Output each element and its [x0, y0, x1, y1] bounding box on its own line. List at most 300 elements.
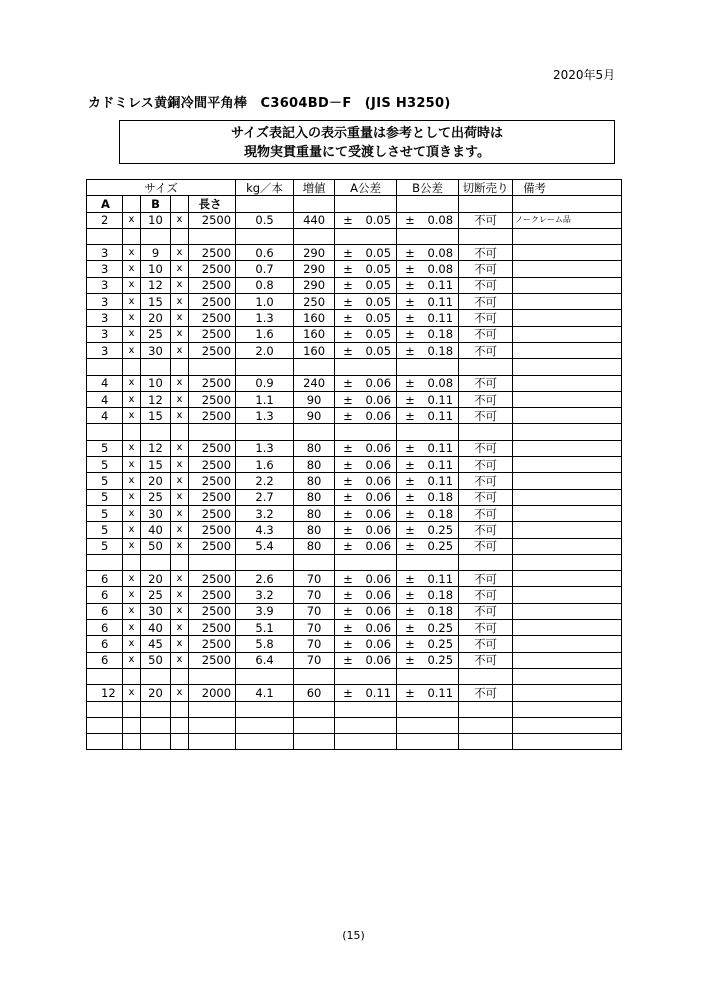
table-row [87, 538, 622, 554]
cell-b: 15 [141, 294, 171, 310]
cell-increase: 290 [294, 245, 335, 261]
empty-cell [513, 359, 622, 375]
empty-cell [141, 424, 171, 440]
cell-length: 2500 [189, 489, 236, 505]
plus-minus-sign: ± [343, 327, 353, 342]
plus-minus-sign: ± [405, 311, 415, 326]
cell-cut: 不可 [459, 620, 513, 636]
a-tolerance-value: 0.06 [365, 457, 392, 472]
cell-remarks [513, 326, 622, 342]
cell-a: 12 [87, 685, 123, 701]
empty-cell [141, 717, 171, 733]
cell-b: 20 [141, 685, 171, 701]
cell-a: 6 [87, 571, 123, 587]
plus-minus-sign: ± [405, 506, 415, 521]
empty-cell [459, 228, 513, 244]
a-tolerance-value: 0.05 [365, 278, 392, 293]
subheader-empty [513, 196, 622, 212]
empty-cell [123, 734, 141, 750]
cell-b: 12 [141, 440, 171, 456]
empty-cell [87, 717, 123, 733]
cell-remarks [513, 408, 622, 424]
blank-row [87, 668, 622, 684]
cell-cut: 不可 [459, 375, 513, 391]
cell-cut: 不可 [459, 261, 513, 277]
a-tolerance-value: 0.05 [365, 213, 392, 228]
empty-cell [397, 424, 459, 440]
times-sign: x [123, 277, 141, 293]
cell-increase: 160 [294, 310, 335, 326]
times-sign: x [123, 571, 141, 587]
cell-increase: 80 [294, 505, 335, 521]
cell-cut: 不可 [459, 522, 513, 538]
cell-a-tolerance [335, 603, 397, 619]
table-row [87, 408, 622, 424]
subheader-empty [397, 196, 459, 212]
cell-remarks [513, 473, 622, 489]
cell-kg: 2.2 [236, 473, 294, 489]
blank-row [87, 228, 622, 244]
cell-increase: 70 [294, 636, 335, 652]
cell-b-tolerance [397, 505, 459, 521]
a-tolerance-value: 0.06 [365, 441, 392, 456]
empty-cell [335, 717, 397, 733]
cell-remarks [513, 505, 622, 521]
cell-a-tolerance [335, 457, 397, 473]
cell-b-tolerance [397, 326, 459, 342]
cell-cut: 不可 [459, 473, 513, 489]
a-tolerance-value: 0.06 [365, 490, 392, 505]
times-sign: x [171, 294, 189, 310]
cell-cut: 不可 [459, 538, 513, 554]
b-tolerance-value: 0.18 [427, 327, 454, 342]
plus-minus-sign: ± [343, 620, 353, 635]
cell-increase: 70 [294, 652, 335, 668]
header-size: サイズ [87, 180, 236, 196]
times-sign: x [123, 685, 141, 701]
cell-a-tolerance [335, 522, 397, 538]
times-sign: x [171, 603, 189, 619]
b-tolerance-value: 0.18 [427, 588, 454, 603]
table-row [87, 489, 622, 505]
empty-cell [459, 717, 513, 733]
cell-b: 50 [141, 538, 171, 554]
b-tolerance-value: 0.18 [427, 343, 454, 358]
cell-a-tolerance [335, 538, 397, 554]
cell-remarks [513, 571, 622, 587]
empty-cell [294, 424, 335, 440]
a-tolerance-value: 0.06 [365, 653, 392, 668]
table-row [87, 212, 622, 228]
cell-a-tolerance [335, 505, 397, 521]
empty-cell [87, 228, 123, 244]
empty-cell [171, 717, 189, 733]
empty-cell [123, 668, 141, 684]
cell-a: 3 [87, 326, 123, 342]
empty-cell [189, 717, 236, 733]
cell-kg: 1.1 [236, 391, 294, 407]
blank-row [87, 424, 622, 440]
header-a-tolerance: A公差 [335, 180, 397, 196]
b-tolerance-value: 0.18 [427, 604, 454, 619]
empty-cell [397, 734, 459, 750]
cell-b-tolerance [397, 538, 459, 554]
plus-minus-sign: ± [405, 245, 415, 260]
cell-b-tolerance [397, 245, 459, 261]
cell-b-tolerance [397, 636, 459, 652]
blank-row [87, 734, 622, 750]
cell-a-tolerance [335, 391, 397, 407]
empty-cell [189, 228, 236, 244]
cell-a: 5 [87, 505, 123, 521]
empty-cell [171, 668, 189, 684]
cell-kg: 2.7 [236, 489, 294, 505]
cell-length: 2500 [189, 391, 236, 407]
b-tolerance-value: 0.25 [427, 636, 454, 651]
b-tolerance-value: 0.08 [427, 262, 454, 277]
empty-cell [189, 734, 236, 750]
times-sign: x [171, 571, 189, 587]
cell-length: 2500 [189, 408, 236, 424]
cell-a-tolerance [335, 473, 397, 489]
empty-cell [87, 734, 123, 750]
cell-length: 2500 [189, 620, 236, 636]
table-row [87, 603, 622, 619]
empty-cell [397, 359, 459, 375]
plus-minus-sign: ± [343, 408, 353, 423]
empty-cell [335, 359, 397, 375]
cell-b-tolerance [397, 310, 459, 326]
empty-cell [236, 717, 294, 733]
plus-minus-sign: ± [405, 539, 415, 554]
b-tolerance-value: 0.25 [427, 653, 454, 668]
b-tolerance-value: 0.11 [427, 571, 454, 586]
times-sign: x [171, 473, 189, 489]
cell-a: 3 [87, 342, 123, 358]
cell-a-tolerance [335, 652, 397, 668]
cell-kg: 1.3 [236, 310, 294, 326]
cell-kg: 5.1 [236, 620, 294, 636]
header-row [87, 180, 622, 196]
plus-minus-sign: ± [343, 522, 353, 537]
a-tolerance-value: 0.05 [365, 294, 392, 309]
cell-kg: 5.4 [236, 538, 294, 554]
empty-cell [513, 717, 622, 733]
times-sign: x [171, 587, 189, 603]
table-row [87, 457, 622, 473]
table-row [87, 685, 622, 701]
times-sign: x [171, 342, 189, 358]
times-sign: x [171, 457, 189, 473]
cell-increase: 70 [294, 587, 335, 603]
times-sign: x [171, 620, 189, 636]
empty-cell [87, 359, 123, 375]
plus-minus-sign: ± [405, 620, 415, 635]
empty-cell [459, 701, 513, 717]
b-tolerance-value: 0.11 [427, 685, 454, 700]
table-row [87, 310, 622, 326]
cell-increase: 440 [294, 212, 335, 228]
table-row [87, 294, 622, 310]
plus-minus-sign: ± [343, 457, 353, 472]
cell-a: 5 [87, 522, 123, 538]
table-row [87, 587, 622, 603]
size-table [86, 179, 622, 750]
cell-b-tolerance [397, 294, 459, 310]
cell-length: 2500 [189, 310, 236, 326]
empty-cell [171, 228, 189, 244]
document-date: 2020年5月 [553, 68, 616, 82]
empty-cell [335, 701, 397, 717]
cell-b: 50 [141, 652, 171, 668]
cell-increase: 160 [294, 326, 335, 342]
cell-b-tolerance [397, 571, 459, 587]
cell-cut: 不可 [459, 685, 513, 701]
plus-minus-sign: ± [405, 343, 415, 358]
cell-a-tolerance [335, 440, 397, 456]
times-sign: x [171, 522, 189, 538]
empty-cell [513, 424, 622, 440]
times-sign: x [171, 505, 189, 521]
cell-remarks [513, 342, 622, 358]
cell-b: 30 [141, 505, 171, 521]
empty-cell [397, 701, 459, 717]
b-tolerance-value: 0.25 [427, 522, 454, 537]
cell-a: 3 [87, 261, 123, 277]
empty-cell [171, 734, 189, 750]
cell-cut: 不可 [459, 587, 513, 603]
cell-b-tolerance [397, 342, 459, 358]
cell-b: 20 [141, 473, 171, 489]
plus-minus-sign: ± [343, 604, 353, 619]
empty-cell [87, 668, 123, 684]
cell-b: 15 [141, 457, 171, 473]
plus-minus-sign: ± [405, 376, 415, 391]
cell-a-tolerance [335, 489, 397, 505]
table-row [87, 652, 622, 668]
header-cut: 切断売り [459, 180, 513, 196]
subheader-empty [335, 196, 397, 212]
times-sign: x [171, 277, 189, 293]
b-tolerance-value: 0.18 [427, 506, 454, 521]
cell-b: 25 [141, 326, 171, 342]
empty-cell [123, 359, 141, 375]
cell-b: 12 [141, 391, 171, 407]
cell-kg: 0.5 [236, 212, 294, 228]
plus-minus-sign: ± [405, 522, 415, 537]
plus-minus-sign: ± [343, 539, 353, 554]
empty-cell [236, 701, 294, 717]
cell-a-tolerance [335, 375, 397, 391]
cell-a: 5 [87, 440, 123, 456]
cell-length: 2500 [189, 375, 236, 391]
plus-minus-sign: ± [405, 278, 415, 293]
cell-a-tolerance [335, 326, 397, 342]
cell-remarks [513, 277, 622, 293]
empty-cell [123, 228, 141, 244]
cell-remarks [513, 636, 622, 652]
cell-length: 2500 [189, 212, 236, 228]
cell-length: 2500 [189, 505, 236, 521]
empty-cell [87, 701, 123, 717]
empty-cell [141, 359, 171, 375]
b-tolerance-value: 0.25 [427, 620, 454, 635]
cell-kg: 0.8 [236, 277, 294, 293]
cell-cut: 不可 [459, 457, 513, 473]
table-row [87, 522, 622, 538]
times-sign: x [171, 489, 189, 505]
empty-cell [397, 228, 459, 244]
cell-length: 2500 [189, 261, 236, 277]
cell-a: 3 [87, 277, 123, 293]
table-row [87, 473, 622, 489]
table-row [87, 505, 622, 521]
empty-cell [335, 668, 397, 684]
cell-length: 2500 [189, 587, 236, 603]
table-row [87, 571, 622, 587]
empty-cell [335, 424, 397, 440]
a-tolerance-value: 0.06 [365, 588, 392, 603]
cell-a-tolerance [335, 587, 397, 603]
plus-minus-sign: ± [343, 262, 353, 277]
empty-cell [294, 717, 335, 733]
cell-b-tolerance [397, 489, 459, 505]
times-sign: x [123, 473, 141, 489]
cell-kg: 3.2 [236, 505, 294, 521]
empty-cell [123, 701, 141, 717]
empty-cell [236, 734, 294, 750]
cell-kg: 0.9 [236, 375, 294, 391]
plus-minus-sign: ± [405, 294, 415, 309]
plus-minus-sign: ± [343, 294, 353, 309]
cell-increase: 60 [294, 685, 335, 701]
cell-kg: 1.3 [236, 440, 294, 456]
blank-row [87, 359, 622, 375]
a-tolerance-value: 0.06 [365, 636, 392, 651]
empty-cell [189, 424, 236, 440]
cell-a-tolerance [335, 571, 397, 587]
empty-cell [397, 554, 459, 570]
times-sign: x [123, 620, 141, 636]
cell-b-tolerance [397, 277, 459, 293]
empty-cell [123, 554, 141, 570]
empty-cell [189, 668, 236, 684]
times-sign: x [171, 326, 189, 342]
a-tolerance-value: 0.06 [365, 604, 392, 619]
subheader-empty [294, 196, 335, 212]
table-row [87, 277, 622, 293]
cell-b: 40 [141, 620, 171, 636]
empty-cell [335, 554, 397, 570]
a-tolerance-value: 0.06 [365, 539, 392, 554]
cell-increase: 80 [294, 538, 335, 554]
cell-b: 45 [141, 636, 171, 652]
cell-length: 2500 [189, 636, 236, 652]
a-tolerance-value: 0.06 [365, 522, 392, 537]
times-sign: x [123, 342, 141, 358]
cell-b-tolerance [397, 440, 459, 456]
cell-cut: 不可 [459, 310, 513, 326]
cell-a: 4 [87, 408, 123, 424]
cell-a: 5 [87, 457, 123, 473]
cell-remarks [513, 261, 622, 277]
cell-increase: 290 [294, 277, 335, 293]
empty-cell [294, 734, 335, 750]
empty-cell [335, 734, 397, 750]
times-sign: x [123, 522, 141, 538]
cell-remarks [513, 245, 622, 261]
plus-minus-sign: ± [343, 685, 353, 700]
times-sign: x [123, 326, 141, 342]
cell-b-tolerance [397, 587, 459, 603]
times-sign: x [171, 652, 189, 668]
cell-b-tolerance [397, 603, 459, 619]
cell-a-tolerance [335, 620, 397, 636]
cell-remarks [513, 652, 622, 668]
times-sign: x [123, 375, 141, 391]
b-tolerance-value: 0.08 [427, 213, 454, 228]
plus-minus-sign: ± [405, 441, 415, 456]
empty-cell [236, 228, 294, 244]
a-tolerance-value: 0.05 [365, 262, 392, 277]
cell-b: 40 [141, 522, 171, 538]
cell-length: 2500 [189, 652, 236, 668]
header-b-tolerance: B公差 [397, 180, 459, 196]
b-tolerance-value: 0.11 [427, 294, 454, 309]
subheader-length: 長さ [189, 196, 236, 212]
a-tolerance-value: 0.06 [365, 376, 392, 391]
cell-b-tolerance [397, 375, 459, 391]
empty-cell [335, 228, 397, 244]
b-tolerance-value: 0.11 [427, 457, 454, 472]
times-sign: x [123, 310, 141, 326]
empty-cell [171, 554, 189, 570]
cell-a: 3 [87, 294, 123, 310]
cell-length: 2500 [189, 245, 236, 261]
times-sign: x [171, 538, 189, 554]
cell-a: 5 [87, 538, 123, 554]
blank-row [87, 717, 622, 733]
cell-b: 10 [141, 375, 171, 391]
subheader-b: B [141, 196, 171, 212]
cell-a-tolerance [335, 408, 397, 424]
plus-minus-sign: ± [343, 311, 353, 326]
plus-minus-sign: ± [405, 327, 415, 342]
cell-a-tolerance [335, 636, 397, 652]
cell-b: 20 [141, 310, 171, 326]
cell-length: 2500 [189, 603, 236, 619]
cell-a-tolerance [335, 342, 397, 358]
cell-kg: 3.9 [236, 603, 294, 619]
header-increase: 増値 [294, 180, 335, 196]
cell-cut: 不可 [459, 277, 513, 293]
times-sign: x [171, 636, 189, 652]
notice-line-1: サイズ表記入の表示重量は参考として出荷時は [231, 126, 503, 141]
cell-a: 5 [87, 489, 123, 505]
cell-increase: 80 [294, 440, 335, 456]
times-sign: x [123, 636, 141, 652]
cell-b: 12 [141, 277, 171, 293]
empty-cell [141, 228, 171, 244]
times-sign: x [171, 391, 189, 407]
a-tolerance-value: 0.05 [365, 343, 392, 358]
plus-minus-sign: ± [405, 473, 415, 488]
cell-b: 15 [141, 408, 171, 424]
cell-cut: 不可 [459, 603, 513, 619]
cell-b-tolerance [397, 261, 459, 277]
empty-cell [459, 668, 513, 684]
cell-increase: 80 [294, 522, 335, 538]
